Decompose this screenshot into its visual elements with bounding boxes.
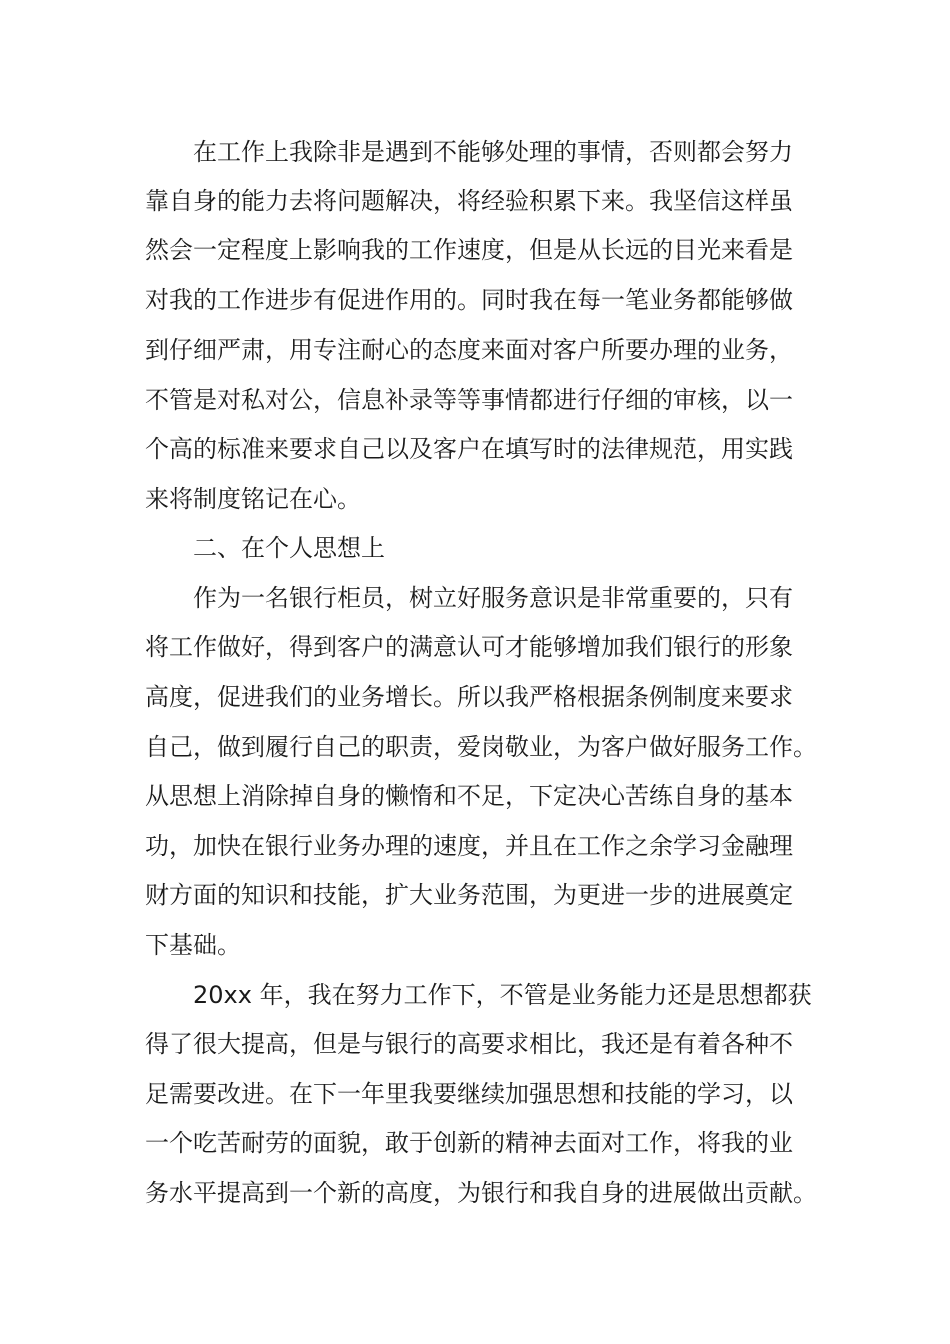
paragraph-1-line-5: 到仔细严肃，用专注耐心的态度来面对客户所要办理的业务， [145,336,793,364]
paragraph-1-line-8: 来将制度铭记在心。 [145,485,361,513]
paragraph-1-line-3: 然会一定程度上影响我的工作速度，但是从长远的目光来看是 [145,236,793,264]
paragraph-2-line-3: 高度，促进我们的业务增长。所以我严格根据条例制度来要求 [145,683,793,711]
paragraph-2-line-5: 从思想上消除掉自身的懒惰和不足，下定决心苦练自身的基本 [145,782,793,810]
paragraph-2-line-1: 作为一名银行柜员，树立好服务意识是非常重要的，只有 [193,584,793,612]
paragraph-3-line-4: 一个吃苦耐劳的面貌，敢于创新的精神去面对工作，将我的业 [145,1129,793,1157]
paragraph-1-line-1: 在工作上我除非是遇到不能够处理的事情，否则都会努力 [193,138,793,166]
paragraph-1-line-4: 对我的工作进步有促进作用的。同时我在每一笔业务都能够做 [145,286,793,314]
paragraph-1-line-6: 不管是对私对公，信息补录等等事情都进行仔细的审核，以一 [145,386,793,414]
paragraph-3-line-1: 20xx 年，我在努力工作下，不管是业务能力还是思想都获 [193,981,812,1009]
paragraph-2-line-4: 自己，做到履行自己的职责，爱岗敬业，为客户做好服务工作。 [145,733,817,761]
paragraph-1-line-2: 靠自身的能力去将问题解决，将经验积累下来。我坚信这样虽 [145,187,793,215]
paragraph-2-line-8: 下基础。 [145,931,241,959]
paragraph-2-line-2: 将工作做好，得到客户的满意认可才能够增加我们银行的形象 [145,633,793,661]
paragraph-3-line-2: 得了很大提高，但是与银行的高要求相比，我还是有着各种不 [145,1030,793,1058]
section-heading: 二、在个人思想上 [193,534,385,562]
paragraph-2-line-6: 功，加快在银行业务办理的速度，并且在工作之余学习金融理 [145,832,793,860]
paragraph-2-line-7: 财方面的知识和技能，扩大业务范围，为更进一步的进展奠定 [145,881,793,909]
paragraph-3-line-5: 务水平提高到一个新的高度，为银行和我自身的进展做出贡献。 [145,1179,817,1207]
paragraph-3-line-3: 足需要改进。在下一年里我要继续加强思想和技能的学习，以 [145,1080,793,1108]
paragraph-1-line-7: 个高的标准来要求自己以及客户在填写时的法律规范，用实践 [145,435,793,463]
